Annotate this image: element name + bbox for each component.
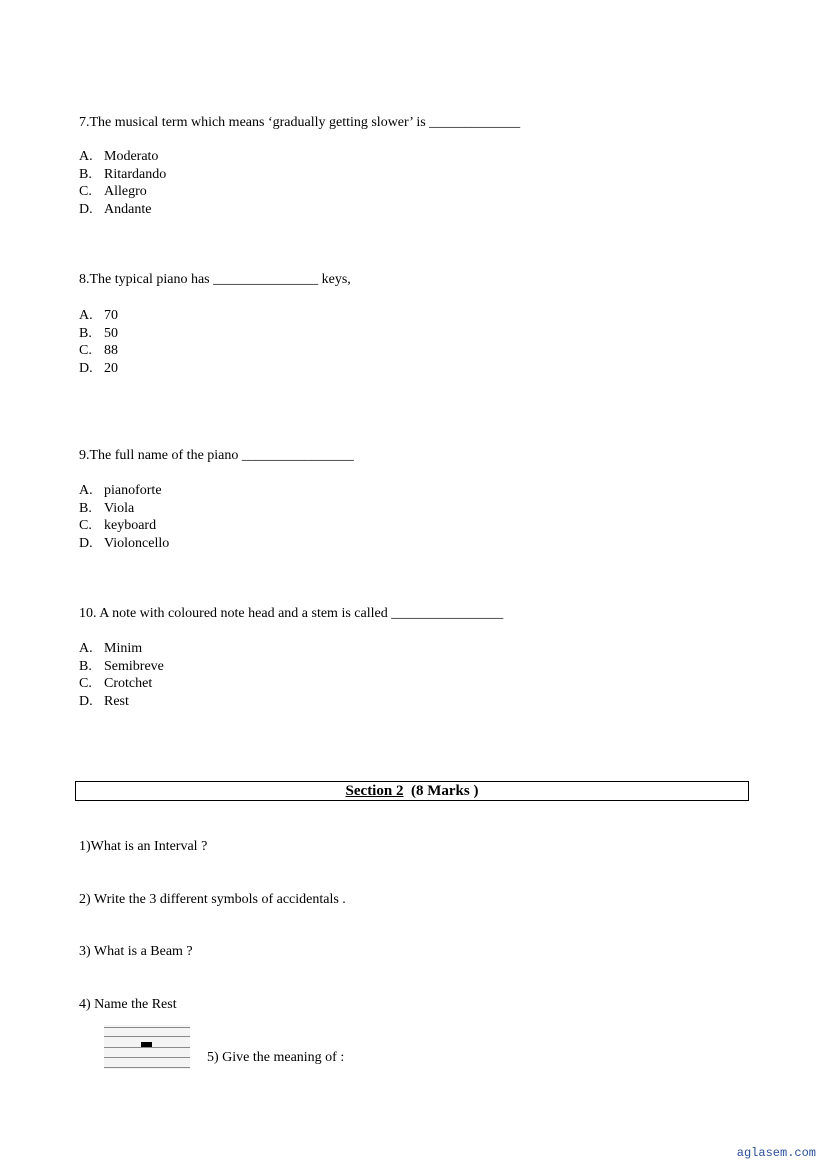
question-9-options (79, 482, 169, 553)
option: B. Viola (79, 500, 135, 516)
section2-question-3: 3) What is a Beam ? (79, 944, 193, 959)
question-7: 7.The musical term which means ‘gradually getting slower’ is _____________ (79, 115, 521, 130)
section2-question-4: 4) Name the Rest (79, 997, 177, 1012)
option: D. Violoncello (79, 536, 170, 552)
staff-line (104, 1057, 190, 1058)
option: A. Minim (79, 641, 143, 656)
footer-site-link[interactable]: aglasem.com (736, 1146, 816, 1160)
section-title: Section 2 (345, 783, 404, 799)
staff-line (104, 1047, 190, 1048)
option: D. 20 (79, 361, 118, 377)
half-rest-icon (141, 1042, 152, 1047)
option: D. Rest (79, 694, 129, 710)
option: A. pianoforte (79, 483, 162, 498)
question-8: 8.The typical piano has _______________ keys, (79, 272, 351, 287)
option: C. Allegro (79, 184, 147, 200)
section2-question-2: 2) Write the 3 different symbols of accidentals . (79, 892, 346, 907)
staff-line (104, 1036, 190, 1037)
option: A. 70 (79, 308, 118, 323)
option: C. Crotchet (79, 676, 153, 692)
staff-line (104, 1027, 190, 1028)
question-8-options (79, 307, 118, 378)
option: B. Semibreve (79, 658, 164, 674)
option: B. Ritardando (79, 166, 167, 182)
section-2-header (75, 781, 749, 801)
question-10-options (79, 640, 164, 711)
option: B. 50 (79, 325, 118, 341)
section2-question-5: 5) Give the meaning of : (207, 1050, 345, 1065)
section2-question-1: 1)What is an Interval ? (79, 839, 208, 854)
option: C. keyboard (79, 518, 157, 534)
question-7-options (79, 148, 166, 219)
section-marks: (8 Marks ) (410, 783, 479, 799)
half-rest-staff-image (104, 1025, 190, 1069)
staff-line (104, 1067, 190, 1068)
option: C. 88 (79, 343, 118, 359)
question-9: 9.The full name of the piano ________________ (79, 448, 354, 463)
question-10: 10. A note with coloured note head and a stem is called ________________ (79, 606, 504, 621)
option: D. Andante (79, 202, 152, 218)
option: A. Moderato (79, 149, 159, 164)
